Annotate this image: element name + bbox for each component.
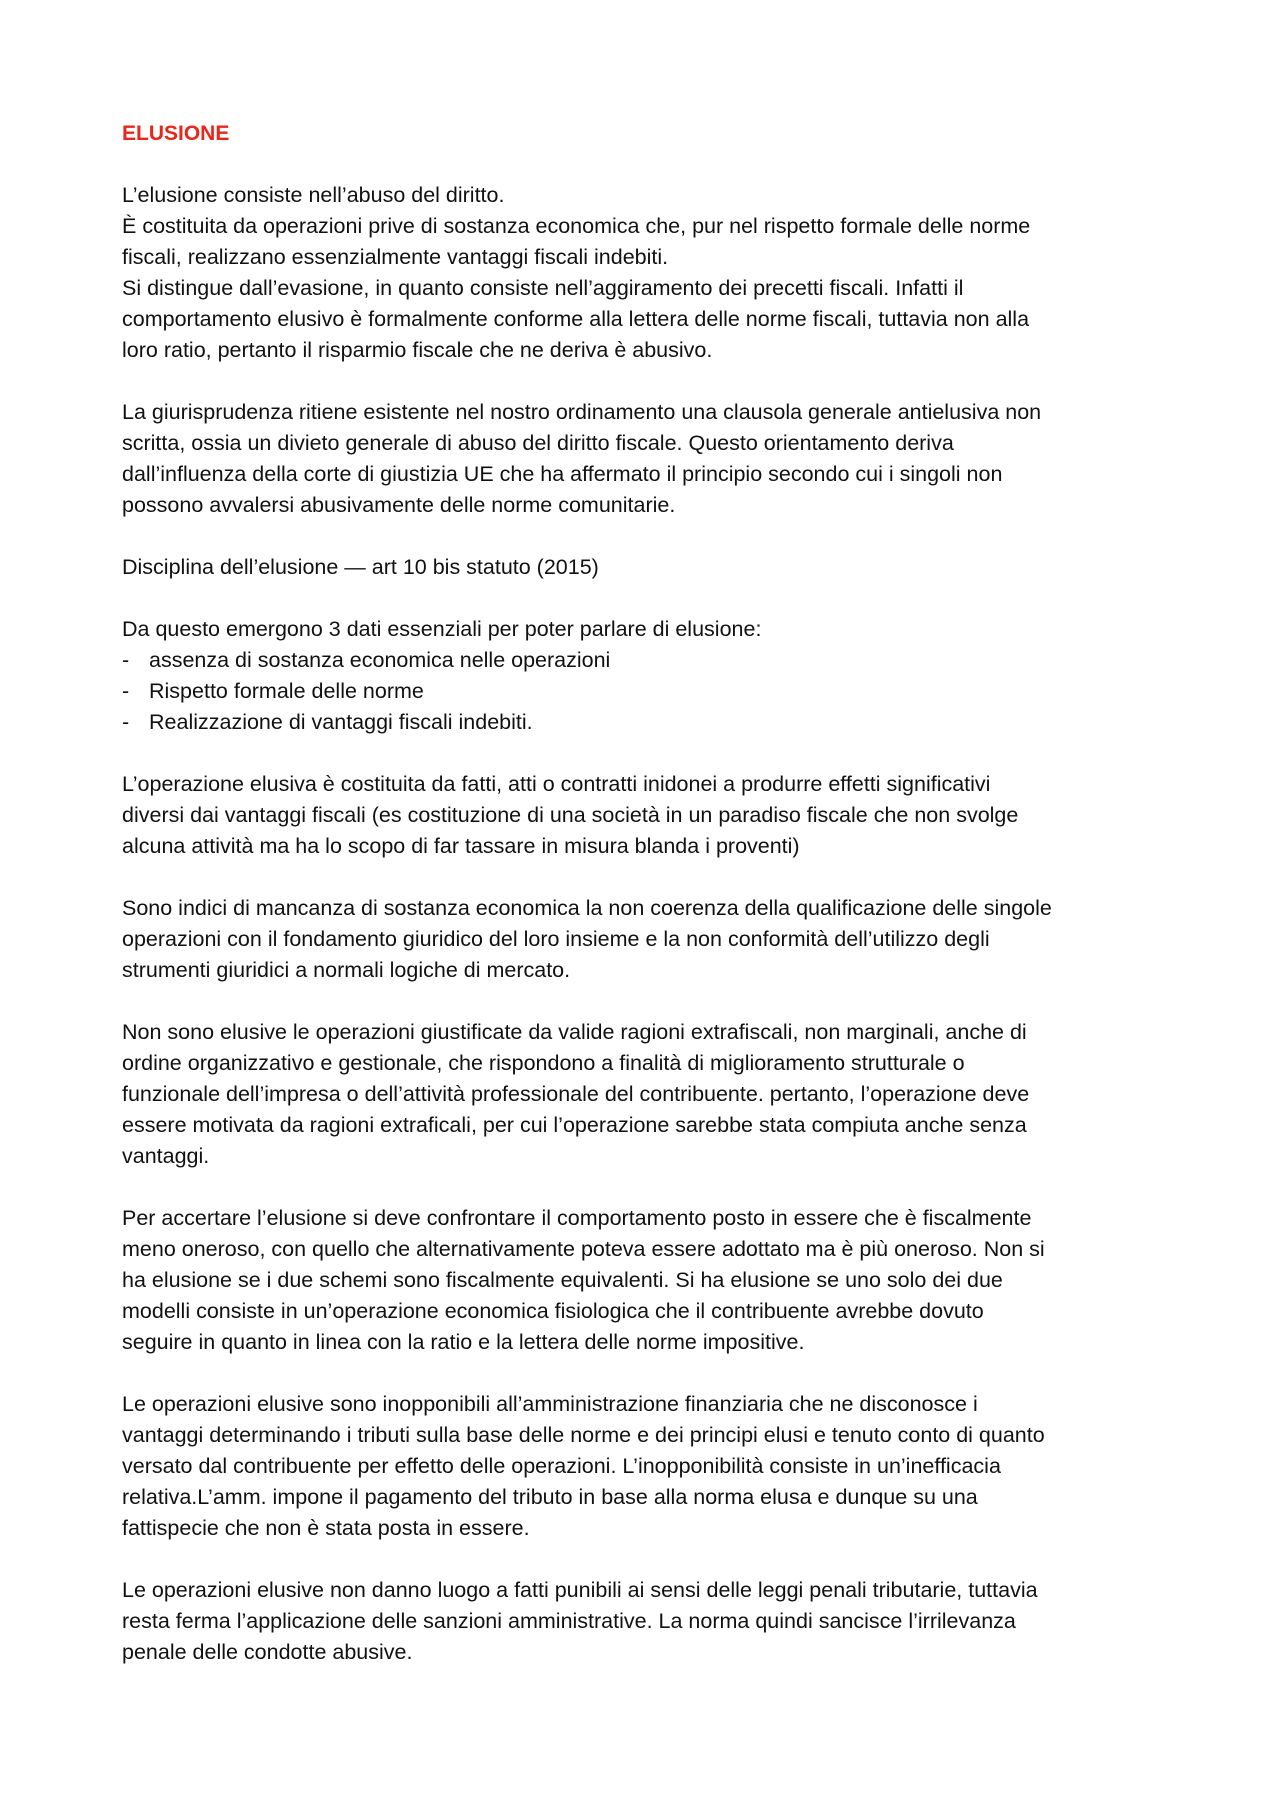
text-line: fiscali, realizzano essenzialmente vantaggi fiscali indebiti. xyxy=(122,245,669,269)
list-item xyxy=(122,645,1167,676)
list-bullet: - xyxy=(122,710,130,734)
list-item-text: assenza di sostanza economica nelle operazioni xyxy=(149,648,611,672)
essential-elements-list xyxy=(122,645,1167,738)
text-line: versato dal contribuente per effetto delle operazioni. L’inopponibilità consiste in un’inefficacia xyxy=(122,1454,1001,1478)
text-line: meno oneroso, con quello che alternativamente poteva essere adottato ma è più oneroso. Non si xyxy=(122,1237,1045,1261)
text-line: relativa.L’amm. impone il pagamento del tributo in base alla norma elusa e dunque su una xyxy=(122,1485,978,1509)
text-line: vantaggi determinando i tributi sulla base delle norme e dei principi elusi e tenuto conto di quanto xyxy=(122,1423,1045,1447)
text-line: La giurisprudenza ritiene esistente nel nostro ordinamento una clausola generale antielusiva non xyxy=(122,400,1042,424)
paragraph-discipline xyxy=(122,552,1167,583)
paragraph-list-intro xyxy=(122,614,1167,645)
paragraph-assessment xyxy=(122,1203,1167,1358)
list-item-text: Realizzazione di vantaggi fiscali indebiti. xyxy=(149,710,533,734)
text-line: diversi dai vantaggi fiscali (es costituzione di una società in un paradiso fiscale che non svolge xyxy=(122,803,1019,827)
text-line: È costituita da operazioni prive di sostanza economica che, pur nel rispetto formale delle norme xyxy=(122,214,1031,238)
text-line: Si distingue dall’evasione, in quanto consiste nell’aggiramento dei precetti fiscali. Infatti il xyxy=(122,276,964,300)
paragraph-sanctions xyxy=(122,1575,1167,1668)
text-line: Per accertare l’elusione si deve confrontare il comportamento posto in essere che è fiscalmente xyxy=(122,1206,1032,1230)
list-item-text: Rispetto formale delle norme xyxy=(149,679,424,703)
document-title: ELUSIONE xyxy=(122,122,230,145)
text-line: Da questo emergono 3 dati essenziali per poter parlare di elusione: xyxy=(122,617,762,641)
paragraph-elusive-operation xyxy=(122,769,1167,862)
text-line: resta ferma l’applicazione delle sanzioni amministrative. La norma quindi sancisce l’irrilevanza xyxy=(122,1609,1016,1633)
text-line: modelli consiste in un’operazione economica fisiologica che il contribuente avrebbe dovuto xyxy=(122,1299,984,1323)
text-line: seguire in quanto in linea con la ratio e la lettera delle norme impositive. xyxy=(122,1330,805,1354)
text-line: essere motivata da ragioni extraficali, per cui l’operazione sarebbe stata compiuta anche senza xyxy=(122,1113,1027,1137)
text-line: Non sono elusive le operazioni giustificate da valide ragioni extrafiscali, non marginali, anche di xyxy=(122,1020,1027,1044)
document-page xyxy=(122,118,1167,1699)
text-line: ordine organizzativo e gestionale, che rispondono a finalità di miglioramento strutturale o xyxy=(122,1051,965,1075)
text-line: L’elusione consiste nell’abuso del diritto. xyxy=(122,183,505,207)
text-line: Sono indici di mancanza di sostanza economica la non coerenza della qualificazione delle singole xyxy=(122,896,1052,920)
text-line: Le operazioni elusive non danno luogo a fatti punibili ai sensi delle leggi penali tributarie, tuttavia xyxy=(122,1578,1038,1602)
text-line: fattispecie che non è stata posta in essere. xyxy=(122,1516,530,1540)
paragraph-jurisprudence xyxy=(122,397,1167,521)
text-line: Le operazioni elusive sono inopponibili all’amministrazione finanziaria che ne disconosce i xyxy=(122,1392,978,1416)
text-line: comportamento elusivo è formalmente conforme alla lettera delle norme fiscali, tuttavia non alla xyxy=(122,307,1030,331)
paragraph-indices xyxy=(122,893,1167,986)
list-item xyxy=(122,707,1167,738)
list-item xyxy=(122,676,1167,707)
text-line: alcuna attività ma ha lo scopo di far tassare in misura blanda i proventi) xyxy=(122,834,800,858)
paragraph-unenforceability xyxy=(122,1389,1167,1544)
text-line: loro ratio, pertanto il risparmio fiscale che ne deriva è abusivo. xyxy=(122,338,713,362)
text-line: L’operazione elusiva è costituita da fatti, atti o contratti inidonei a produrre effetti significativi xyxy=(122,772,991,796)
text-line: penale delle condotte abusive. xyxy=(122,1640,413,1664)
text-line: operazioni con il fondamento giuridico del loro insieme e la non conformità dell’utilizzo degli xyxy=(122,927,990,951)
paragraph-definition xyxy=(122,180,1167,366)
text-line: dall’influenza della corte di giustizia UE che ha affermato il principio secondo cui i singoli non xyxy=(122,462,1003,486)
paragraph-non-elusive xyxy=(122,1017,1167,1172)
text-line: strumenti giuridici a normali logiche di mercato. xyxy=(122,958,571,982)
text-line: scritta, ossia un divieto generale di abuso del diritto fiscale. Questo orientamento deriva xyxy=(122,431,954,455)
text-line: Disciplina dell’elusione — art 10 bis statuto (2015) xyxy=(122,555,599,579)
text-line: ha elusione se i due schemi sono fiscalmente equivalenti. Si ha elusione se uno solo dei due xyxy=(122,1268,1003,1292)
list-bullet: - xyxy=(122,648,130,672)
list-bullet: - xyxy=(122,679,130,703)
text-line: funzionale dell’impresa o dell’attività professionale del contribuente. pertanto, l’operazione deve xyxy=(122,1082,1030,1106)
text-line: vantaggi. xyxy=(122,1144,210,1168)
text-line: possono avvalersi abusivamente delle norme comunitarie. xyxy=(122,493,676,517)
